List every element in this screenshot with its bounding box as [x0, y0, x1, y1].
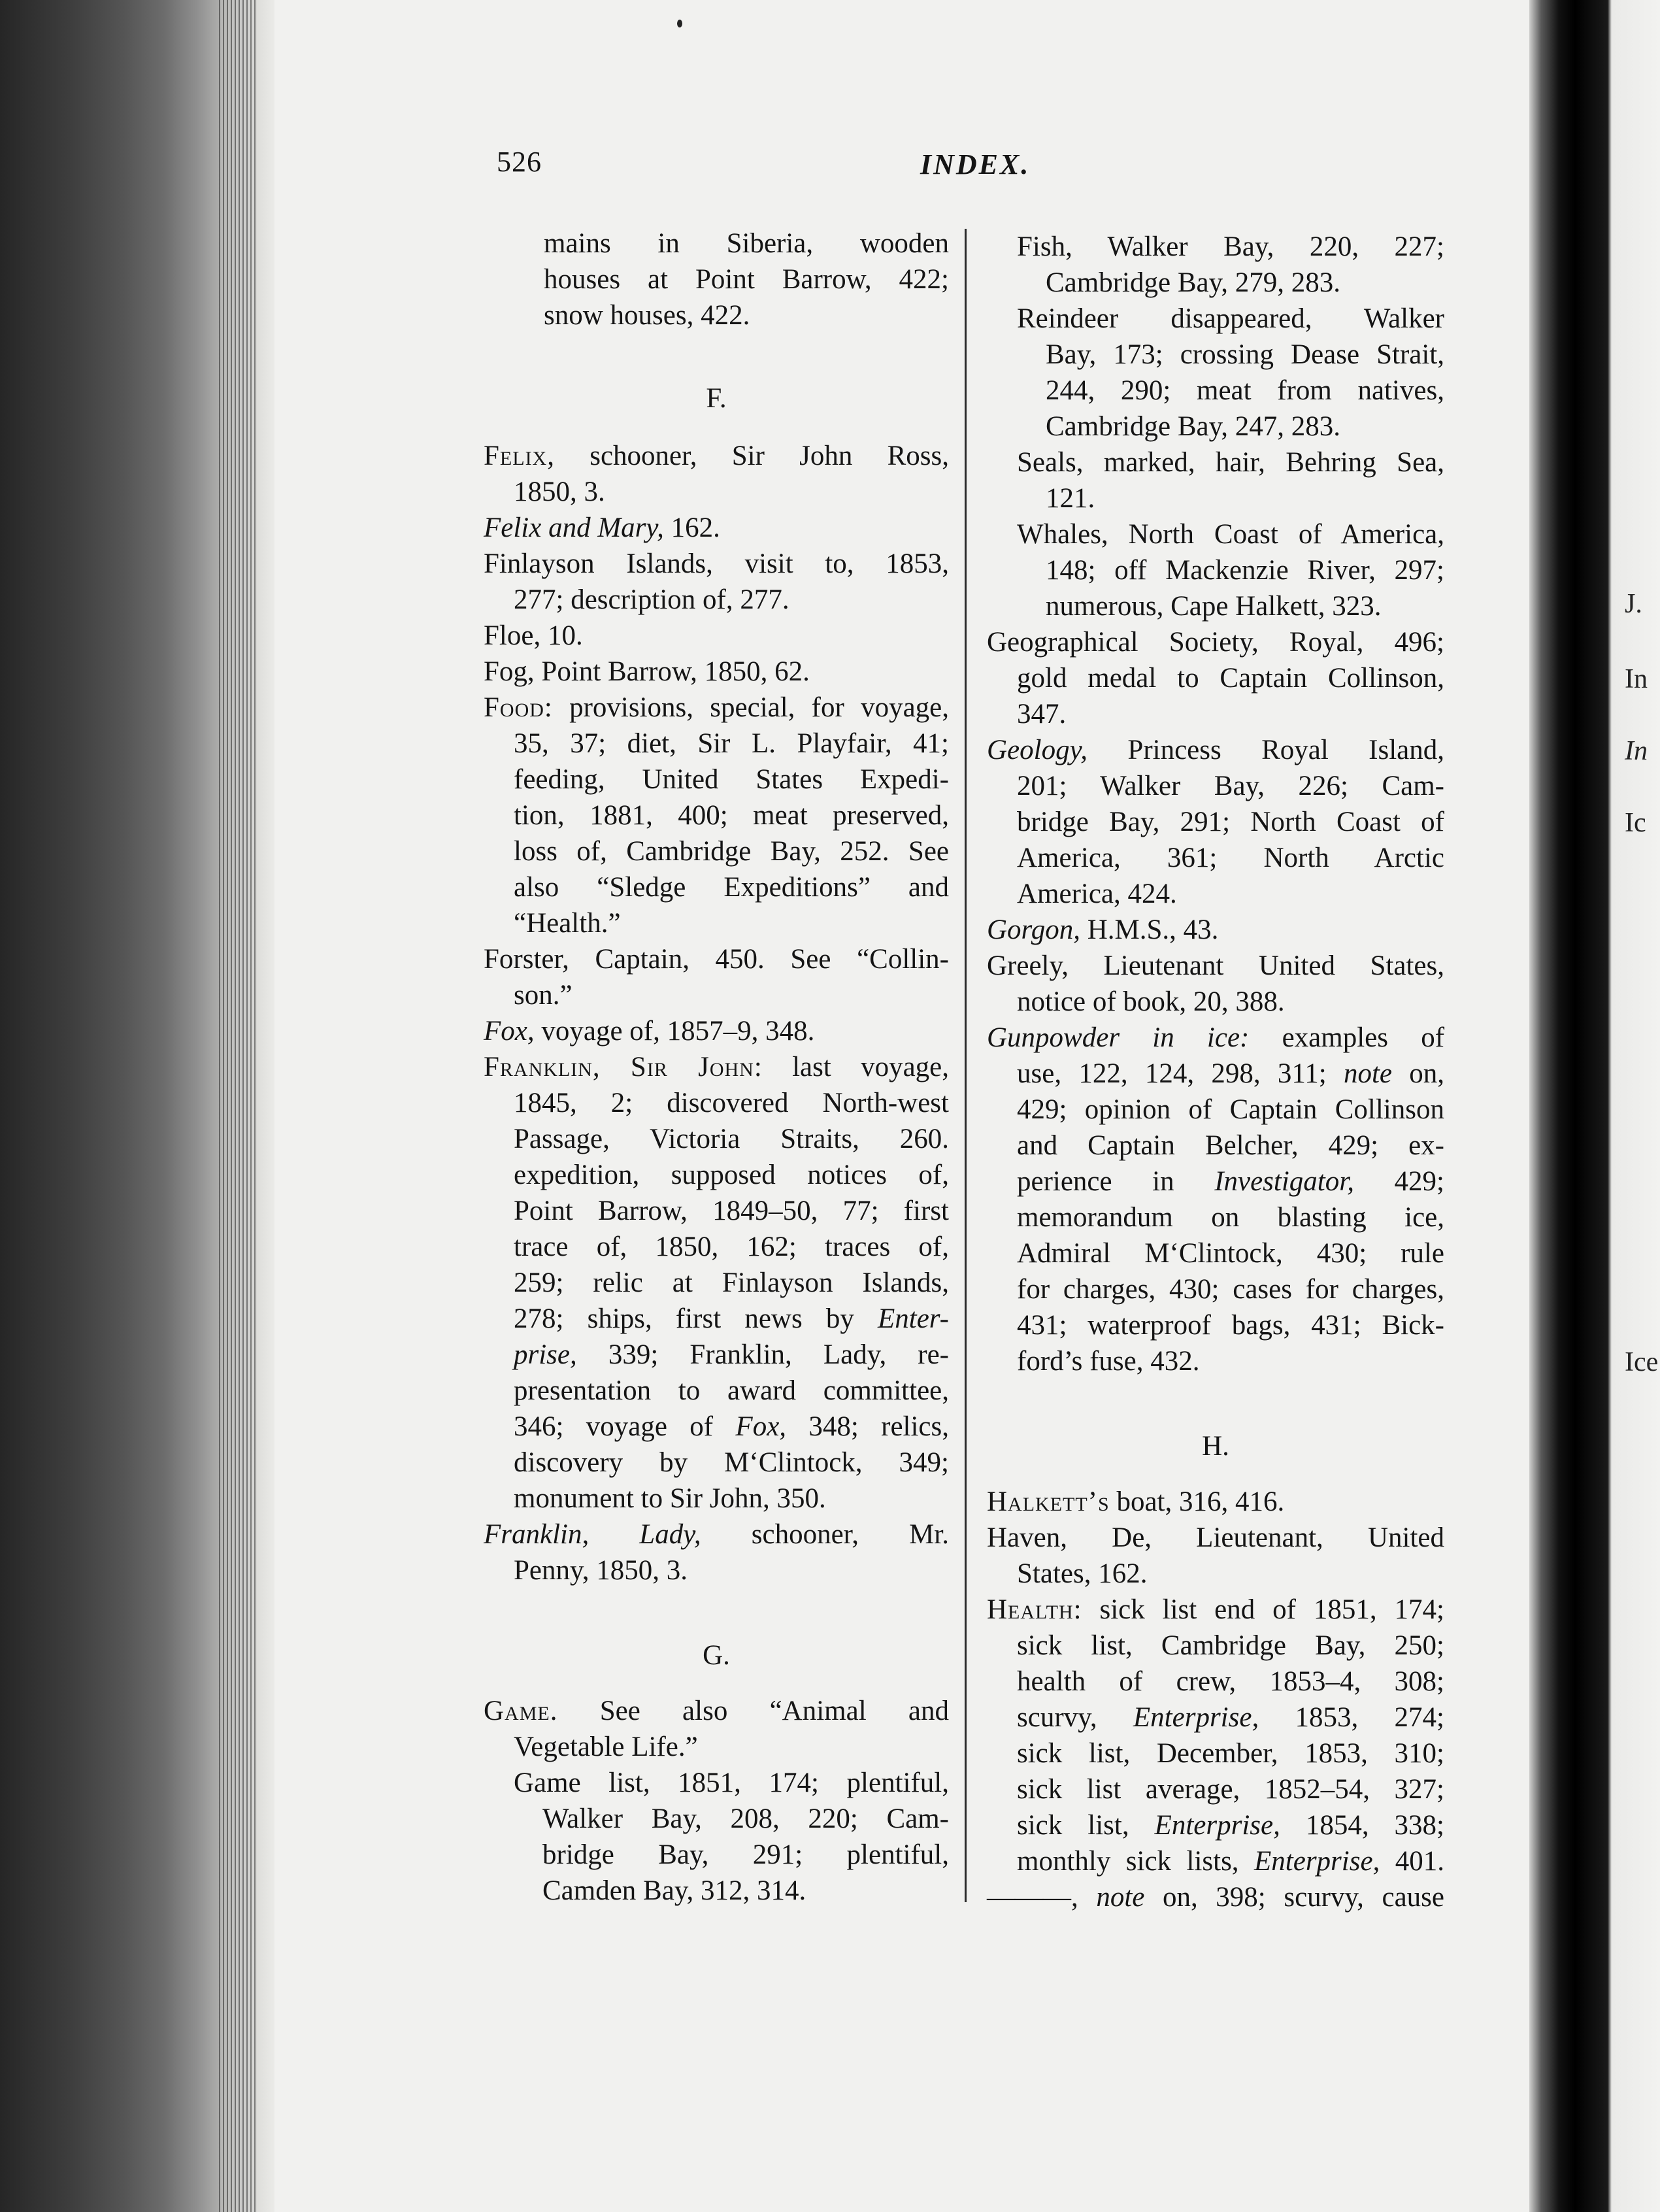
index-line-segment: Investigator,: [1214, 1166, 1354, 1197]
index-line-segment: prise,: [514, 1339, 577, 1370]
index-line: sick list, December, 1853, 310;: [1017, 1738, 1444, 1769]
index-line: 244, 290; meat from natives,: [1046, 375, 1444, 406]
index-line: 201; Walker Bay, 226; Cam-: [1017, 771, 1444, 801]
index-line-segment: examples of: [1249, 1022, 1445, 1053]
index-line: 429; opinion of Captain Collinson: [1017, 1094, 1444, 1125]
index-line: [987, 1164, 1444, 1200]
section-letter: F.: [706, 383, 727, 414]
index-line: for charges, 430; cases for charges,: [1017, 1274, 1444, 1305]
index-line: Game list, 1851, 174; plentiful,: [514, 1768, 949, 1798]
index-line-segment: 348; relics,: [786, 1411, 949, 1442]
index-line: [484, 1337, 949, 1373]
section-letter: G.: [703, 1640, 730, 1671]
index-line-segment: Fox,: [484, 1016, 535, 1047]
index-line-segment: 1853, 274;: [1259, 1702, 1444, 1733]
index-line-segment: H.M.S., 43.: [1080, 914, 1219, 945]
index-line: [987, 1056, 1444, 1092]
index-line: bridge Bay, 291; plentiful,: [542, 1839, 949, 1870]
index-line: [484, 438, 949, 475]
index-line-segment: Gunpowder in ice:: [987, 1022, 1250, 1053]
index-line: feeding, United States Expedi-: [514, 764, 949, 795]
index-line: [484, 1409, 949, 1445]
next-page-fragment: J.: [1625, 589, 1642, 619]
index-line: Forster, Captain, 450. See “Collin-: [484, 944, 949, 975]
index-line: Floe, 10.: [484, 620, 583, 651]
index-line: [987, 1879, 1444, 1916]
index-line: mains in Siberia, wooden: [544, 228, 949, 259]
index-line-segment: schooner, Mr.: [701, 1519, 950, 1550]
index-line: Camden Bay, 312, 314.: [542, 1875, 806, 1906]
index-line-segment: 278; ships, first news by: [514, 1303, 878, 1334]
index-line: sick list average, 1852–54, 327;: [1017, 1774, 1444, 1805]
index-line: [987, 1484, 1444, 1520]
index-line: sick list, Cambridge Bay, 250;: [1017, 1630, 1444, 1661]
index-line-segment: 401.: [1380, 1846, 1445, 1877]
index-line-segment: provisions, special, for voyage,: [552, 692, 949, 723]
index-line: son.”: [514, 980, 573, 1011]
index-line: Cambridge Bay, 247, 283.: [1046, 411, 1341, 442]
index-line: [987, 912, 1444, 948]
index-line: trace of, 1850, 162; traces of,: [514, 1232, 949, 1262]
index-line-segment: Felix and Mary,: [484, 512, 664, 543]
index-line: bridge Bay, 291; North Coast of: [1017, 807, 1444, 837]
index-line: Vegetable Life.”: [514, 1732, 698, 1762]
index-line-segment: schooner, Sir John Ross,: [554, 441, 949, 471]
index-line: States, 162.: [1017, 1558, 1148, 1589]
index-line: [987, 1592, 1444, 1628]
next-page-fragments: [1614, 0, 1660, 2212]
index-line: also “Sledge Expeditions” and: [514, 872, 949, 903]
index-line-segment: Game.: [484, 1696, 558, 1726]
index-line: expedition, supposed notices of,: [514, 1160, 949, 1190]
index-line: 1845, 2; discovered North-west: [514, 1088, 949, 1118]
index-line: Admiral M‘Clintock, 430; rule: [1017, 1238, 1444, 1269]
next-page-fragment: Ic: [1625, 808, 1646, 838]
index-line: memorandum on blasting ice,: [1017, 1202, 1444, 1233]
index-line-segment: Felix,: [484, 441, 555, 471]
index-line: Reindeer disappeared, Walker: [1017, 303, 1444, 334]
index-line: [484, 1517, 949, 1553]
index-line: [484, 1301, 949, 1337]
index-line: Bay, 173; crossing Dease Strait,: [1046, 339, 1444, 370]
page-title: INDEX.: [920, 148, 1031, 180]
index-line: [987, 1843, 1444, 1880]
index-line-segment: Enterprise,: [1254, 1846, 1380, 1877]
index-line-segment: Enter-: [878, 1303, 949, 1334]
index-line: snow houses, 422.: [544, 300, 750, 331]
index-line: numerous, Cape Halkett, 323.: [1046, 591, 1382, 622]
index-line: Haven, De, Lieutenant, United: [987, 1522, 1444, 1553]
index-line: Geographical Society, Royal, 496;: [987, 627, 1444, 658]
index-line-segment: note: [1343, 1058, 1392, 1089]
index-line: monument to Sir John, 350.: [514, 1483, 826, 1514]
section-letter: H.: [1202, 1431, 1229, 1462]
index-line-segment: Food:: [484, 692, 553, 723]
index-line-segment: perience in: [1017, 1166, 1215, 1197]
index-line: 259; relic at Finlayson Islands,: [514, 1267, 949, 1298]
index-line: notice of book, 20, 388.: [1017, 986, 1285, 1017]
index-line: Passage, Victoria Straits, 260.: [514, 1124, 949, 1154]
page-number: 526: [497, 146, 542, 178]
index-line: ford’s fuse, 432.: [1017, 1346, 1200, 1377]
index-line: [987, 732, 1444, 769]
index-line: 121.: [1046, 483, 1095, 514]
index-line: [484, 1013, 949, 1050]
index-line-segment: 162.: [663, 512, 720, 543]
index-line: America, 424.: [1017, 879, 1177, 909]
index-line-segment: sick list end of 1851, 174;: [1082, 1594, 1444, 1625]
index-line-segment: 346; voyage of: [514, 1411, 736, 1442]
index-line-segment: on, 398; scurvy, cause: [1144, 1882, 1444, 1913]
index-line-segment: voyage of, 1857–9, 348.: [534, 1016, 815, 1047]
index-line: gold medal to Captain Collinson,: [1017, 663, 1444, 694]
index-line-segment: 429;: [1353, 1166, 1444, 1197]
index-line-segment: sick list,: [1017, 1810, 1155, 1841]
index-line: 148; off Mackenzie River, 297;: [1046, 555, 1444, 586]
index-line: presentation to award committee,: [514, 1375, 949, 1406]
index-line-segment: note: [1096, 1882, 1145, 1913]
index-line: 1850, 3.: [514, 477, 605, 507]
index-line: America, 361; North Arctic: [1017, 843, 1444, 873]
index-line: health of crew, 1853–4, 308;: [1017, 1666, 1444, 1697]
index-line: loss of, Cambridge Bay, 252. See: [514, 836, 949, 867]
index-line-segment: on,: [1392, 1058, 1445, 1089]
index-line-segment: Enterprise,: [1154, 1810, 1280, 1841]
index-line-segment: Halkett’s: [987, 1486, 1110, 1517]
index-line: Seals, marked, hair, Behring Sea,: [1017, 447, 1444, 478]
index-line: “Health.”: [514, 908, 621, 939]
index-line-segment: monthly sick lists,: [1017, 1846, 1255, 1877]
index-line-segment: ———,: [987, 1882, 1097, 1913]
index-line-segment: boat, 316, 416.: [1109, 1486, 1285, 1517]
index-line: 35, 37; diet, Sir L. Playfair, 41;: [514, 728, 949, 759]
index-line: Fog, Point Barrow, 1850, 62.: [484, 656, 810, 687]
index-line-segment: Gorgon,: [987, 914, 1080, 945]
index-line-segment: Franklin, Sir John:: [484, 1052, 763, 1082]
index-line: [484, 1049, 949, 1086]
column-divider: [965, 229, 967, 1902]
next-page-fragment: In: [1625, 664, 1648, 694]
index-line-segment: 1854, 338;: [1280, 1810, 1444, 1841]
next-page-fragment: In: [1625, 736, 1648, 766]
index-line: [484, 690, 949, 726]
index-line-segment: Princess Royal Island,: [1087, 735, 1444, 765]
index-line: 347.: [1017, 699, 1067, 729]
index-line: Penny, 1850, 3.: [514, 1555, 688, 1586]
index-line: 431; waterproof bags, 431; Bick-: [1017, 1310, 1444, 1341]
index-line-segment: Fox,: [735, 1411, 787, 1442]
index-line: Fish, Walker Bay, 220, 227;: [1017, 231, 1444, 262]
index-line: Cambridge Bay, 279, 283.: [1046, 267, 1341, 298]
index-line-segment: Geology,: [987, 735, 1088, 765]
index-line-segment: Franklin, Lady,: [484, 1519, 701, 1550]
index-line: [987, 1807, 1444, 1844]
index-line-segment: scurvy,: [1017, 1702, 1133, 1733]
index-line: Point Barrow, 1849–50, 77; first: [514, 1196, 949, 1226]
index-line-segment: use, 122, 124, 298, 311;: [1017, 1058, 1344, 1089]
print-speck: [677, 20, 682, 27]
index-line: Whales, North Coast of America,: [1017, 519, 1444, 550]
index-line-segment: 339; Franklin, Lady, re-: [576, 1339, 949, 1370]
index-line: Greely, Lieutenant United States,: [987, 950, 1444, 981]
index-line-segment: See also “Animal and: [557, 1696, 949, 1726]
index-line: [484, 510, 949, 546]
next-page-fragment: Ice: [1625, 1347, 1659, 1377]
index-line-segment: Health:: [987, 1594, 1082, 1625]
index-line-segment: Enterprise,: [1133, 1702, 1259, 1733]
index-line-segment: last voyage,: [762, 1052, 949, 1082]
index-line: [987, 1020, 1444, 1056]
index-line: and Captain Belcher, 429; ex-: [1017, 1130, 1444, 1161]
index-line: discovery by M‘Clintock, 349;: [514, 1447, 949, 1478]
index-line: 277; description of, 277.: [514, 584, 789, 615]
index-line: houses at Point Barrow, 422;: [544, 264, 949, 295]
index-line: [987, 1700, 1444, 1736]
index-line: [484, 1693, 949, 1730]
index-line: Finlayson Islands, visit to, 1853,: [484, 548, 949, 579]
index-line: Walker Bay, 208, 220; Cam-: [542, 1803, 949, 1834]
index-line: tion, 1881, 400; meat preserved,: [514, 800, 949, 831]
